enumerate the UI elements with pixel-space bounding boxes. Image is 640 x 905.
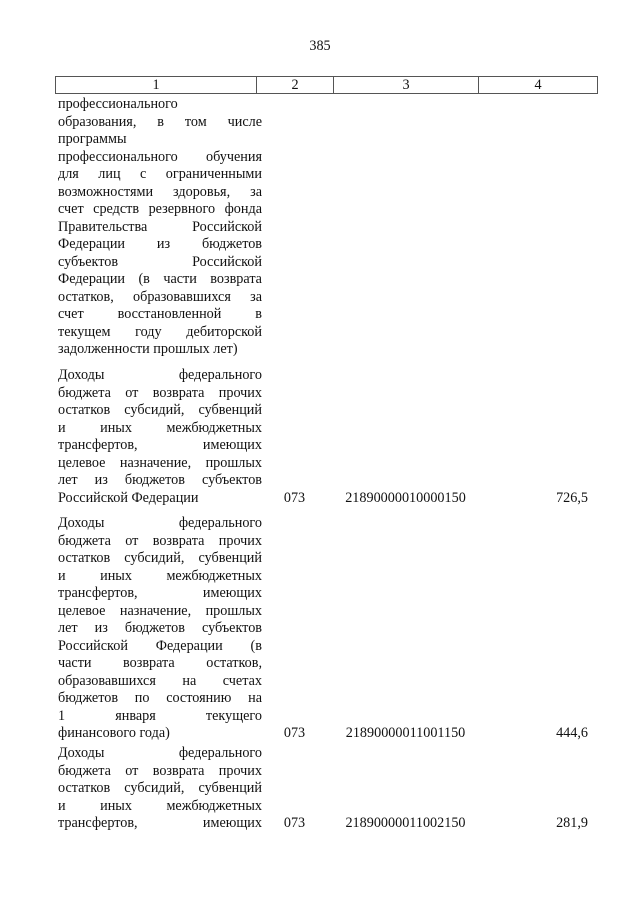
description-line: текущем году дебиторской bbox=[58, 323, 262, 340]
description-line: остатков субсидий, субвенций bbox=[58, 550, 262, 566]
table-row bbox=[58, 745, 588, 833]
description-line: Российской Федерации bbox=[58, 489, 199, 506]
description-line: лет из бюджетов субъектов bbox=[58, 620, 262, 636]
description-line: и иных межбюджетных bbox=[58, 419, 262, 436]
description-line: бюджета от возврата прочих bbox=[58, 532, 262, 549]
admin-code: 073 bbox=[283, 489, 306, 506]
table-row bbox=[58, 367, 588, 507]
description-line: субъектов Российской bbox=[58, 253, 262, 270]
description-line: профессионального обучения bbox=[58, 148, 262, 165]
description-line: для лиц с ограниченными bbox=[58, 166, 262, 182]
amount: 281,9 bbox=[556, 815, 588, 831]
description-line: Доходы федерального bbox=[58, 745, 262, 761]
table-header bbox=[55, 76, 598, 94]
description-line: целевое назначение, прошлых bbox=[58, 454, 262, 471]
table-row bbox=[58, 96, 262, 359]
description-line: трансфертов, имеющих bbox=[58, 437, 262, 453]
description-line: 1 января текущего bbox=[58, 707, 262, 724]
description-line: возможностями здоровья, за bbox=[58, 183, 262, 200]
description-line: Федерации (в части возврата bbox=[58, 271, 262, 287]
revenue-code: 21890000011002150 bbox=[345, 815, 466, 831]
description-line: Правительства Российской bbox=[58, 218, 262, 235]
description-line: части возврата остатков, bbox=[58, 655, 262, 671]
description-line: бюджетов по состоянию на bbox=[58, 690, 262, 706]
description-line: целевое назначение, прошлых bbox=[58, 602, 262, 619]
description-line: Доходы федерального bbox=[58, 367, 262, 383]
amount: 444,6 bbox=[556, 725, 588, 741]
description-line: задолженности прошлых лет) bbox=[58, 341, 238, 357]
description-line: Федерации из бюджетов bbox=[58, 236, 262, 252]
page-number: 385 bbox=[309, 38, 331, 54]
description-line: остатков, образовавшихся за bbox=[58, 288, 262, 305]
column-header-3: 3 bbox=[334, 77, 479, 93]
revenue-code: 21890000010000150 bbox=[345, 489, 466, 506]
description-line: и иных межбюджетных bbox=[58, 567, 262, 584]
description-line: и иных межбюджетных bbox=[58, 797, 262, 814]
description-line: трансфертов, имеющих bbox=[58, 815, 262, 831]
column-header-1: 1 bbox=[56, 77, 257, 93]
description-line: бюджета от возврата прочих bbox=[58, 762, 262, 779]
description-line: счет средств резервного фонда bbox=[58, 201, 262, 217]
description-line: профессионального bbox=[58, 96, 178, 112]
description-line: бюджета от возврата прочих bbox=[58, 384, 262, 401]
table-row bbox=[58, 515, 588, 743]
description-line: Доходы федерального bbox=[58, 515, 262, 531]
amount: 726,5 bbox=[556, 489, 588, 506]
column-header-4: 4 bbox=[534, 77, 542, 93]
description-line: образовавшихся на счетах bbox=[58, 672, 262, 689]
revenue-code: 21890000011001150 bbox=[345, 725, 466, 741]
description-line: остатков субсидий, субвенций bbox=[58, 780, 262, 796]
description-line: образования, в том числе bbox=[58, 113, 262, 130]
description-line: финансового года) bbox=[58, 725, 170, 741]
description-line: лет из бюджетов субъектов bbox=[58, 472, 262, 488]
description-line: трансфертов, имеющих bbox=[58, 585, 262, 601]
description-line: программы bbox=[58, 131, 127, 147]
description-line: остатков субсидий, субвенций bbox=[58, 402, 262, 418]
description-line: Российской Федерации (в bbox=[58, 637, 262, 654]
column-header-2: 2 bbox=[257, 77, 334, 93]
description-line: счет восстановленной в bbox=[58, 306, 262, 322]
admin-code: 073 bbox=[283, 725, 306, 741]
admin-code: 073 bbox=[283, 815, 306, 831]
